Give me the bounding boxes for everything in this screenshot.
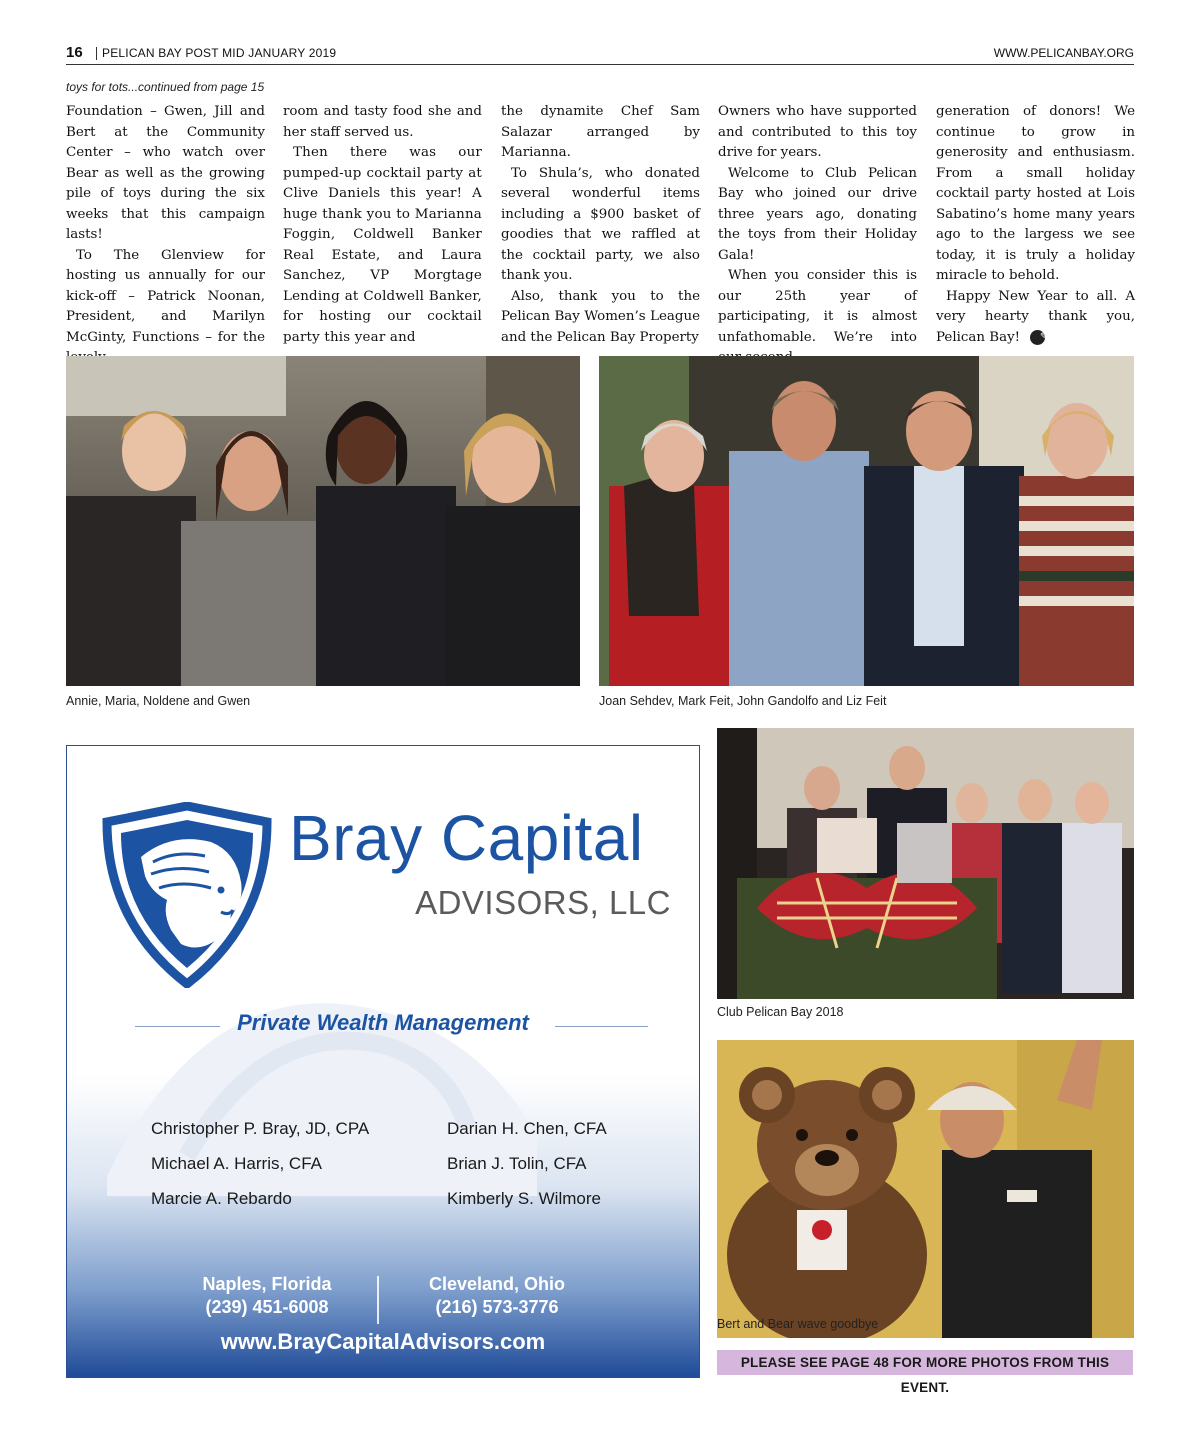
article-paragraph: To The Glenview for hosting us annually for our kick-off – Patrick Noonan, President, and Marilyn McGinty, Functions – for the: [66, 247, 265, 345]
article-column-3: [501, 102, 700, 348]
website-link[interactable]: WWW.PELICANBAY.ORG: [993, 46, 1134, 60]
closing-text: Happy New Year to all. A very hearty thank you, Pelican Bay!: [936, 288, 1135, 345]
ad-company-name: Bray Capital: [289, 802, 644, 874]
advisor-name: Marcie A. Rebardo: [151, 1189, 292, 1208]
article-paragraph: To Shula’s, who donated several wonderful items including a $900 basket of goodies that we raffled at the cocktail party, we also thank you.: [501, 165, 700, 283]
office-phone[interactable]: (239) 451-6008: [205, 1297, 329, 1317]
photo-club-pelican-bay: [717, 728, 1134, 999]
publication-title: PELICAN BAY POST MID JANUARY 2019: [102, 46, 337, 60]
office-city: Cleveland, Ohio: [428, 1274, 566, 1294]
lion-shield-logo-icon: [101, 802, 273, 988]
article-column-1: [66, 102, 265, 369]
office-naples: [187, 1273, 347, 1319]
ad-tagline-text: Private Wealth Management: [237, 1010, 529, 1035]
more-photos-notice: PLEASE SEE PAGE 48 FOR MORE PHOTOS FROM THIS EVENT.: [717, 1350, 1133, 1375]
group-photo-image: [717, 728, 1134, 999]
article-paragraph: the dynamite Chef Sam Salazar arranged by Marianna.: [501, 104, 700, 160]
continued-from-note: toys for tots...continued from page 15: [66, 80, 265, 94]
photo3-caption: Club Pelican Bay 2018: [717, 1005, 844, 1019]
ad-tagline: [67, 1010, 699, 1036]
office-phone[interactable]: (216) 573-3776: [435, 1297, 559, 1317]
article-paragraph: Welcome to Club Pelican Bay who joined our drive three years ago, donating the toys from their Holiday Gala!: [718, 165, 917, 263]
article-paragraph: Also, thank you to the Pelican Bay Women’s League and the Pelican Bay Property: [501, 288, 700, 345]
photo4-caption: Bert and Bear wave goodbye: [717, 1317, 879, 1331]
photo-annie-maria-noldene-gwen: [66, 356, 580, 686]
end-of-story-icon: ✎: [1030, 330, 1045, 345]
article-column-4: [718, 102, 917, 369]
advisor-name: Kimberly S. Wilmore: [447, 1189, 601, 1208]
page-header: [66, 44, 1134, 65]
advisor-name: Michael A. Harris, CFA: [151, 1154, 322, 1173]
article-paragraph: Foundation – Gwen, Jill and Bert at the Community Center – who watch over Bear as well as the growing pile of toys during the six weeks that this campaign lasts!: [66, 104, 265, 242]
bray-capital-advertisement: [66, 745, 700, 1378]
article-paragraph: room and tasty food she and her staff served us.: [283, 104, 482, 140]
bert-and-bear-image: [717, 1040, 1134, 1338]
photo2-caption: Joan Sehdev, Mark Feit, John Gandolfo and Liz Feit: [599, 694, 887, 708]
article-paragraph: Then there was our pumped-up cocktail party at Clive Daniels this year! A huge thank you to Marianna Foggin, Coldwell Banker Real Estate, and Laura Sanchez, VP Morgtage Lending at Coldwell Banker, for hosting our cocktail party this year and: [283, 145, 482, 345]
photo1-caption: Annie, Maria, Noldene and Gwen: [66, 694, 251, 708]
article-paragraph: [936, 287, 1135, 349]
advisor-name: Darian H. Chen, CFA: [447, 1119, 607, 1138]
article-paragraph: Owners who have supported and contributed to this toy drive for years.: [718, 104, 917, 160]
office-cleveland: [407, 1273, 587, 1319]
advisor-name: Christopher P. Bray, JD, CPA: [151, 1119, 370, 1138]
article-column-2: [283, 102, 482, 348]
article-paragraph: When you consider this is our 25th year of participating, it is almost unfathomable. We’re into: [718, 268, 917, 345]
article-column-5: [936, 102, 1135, 348]
ad-website-link[interactable]: www.BrayCapitalAdvisors.com: [220, 1329, 546, 1354]
ad-company-subtitle: ADVISORS, LLC: [415, 884, 671, 921]
group-photo-image: [599, 356, 1134, 686]
group-photo-image: [66, 356, 580, 686]
article-paragraph: generation of donors! We continue to grow in generosity and enthusiasm. From a small holiday cocktail party hosted at Lois Sabatino’s home many years ago to the largess we see today, it is truly a holiday miracle to behold.: [936, 104, 1135, 283]
photo-bert-and-bear: [717, 1040, 1134, 1338]
location-divider: [377, 1276, 379, 1324]
office-city: Naples, Florida: [202, 1274, 332, 1294]
page-number: 16: [66, 44, 83, 61]
photo-joan-mark-john-liz: [599, 356, 1134, 686]
advisor-name: Brian J. Tolin, CFA: [447, 1154, 587, 1173]
